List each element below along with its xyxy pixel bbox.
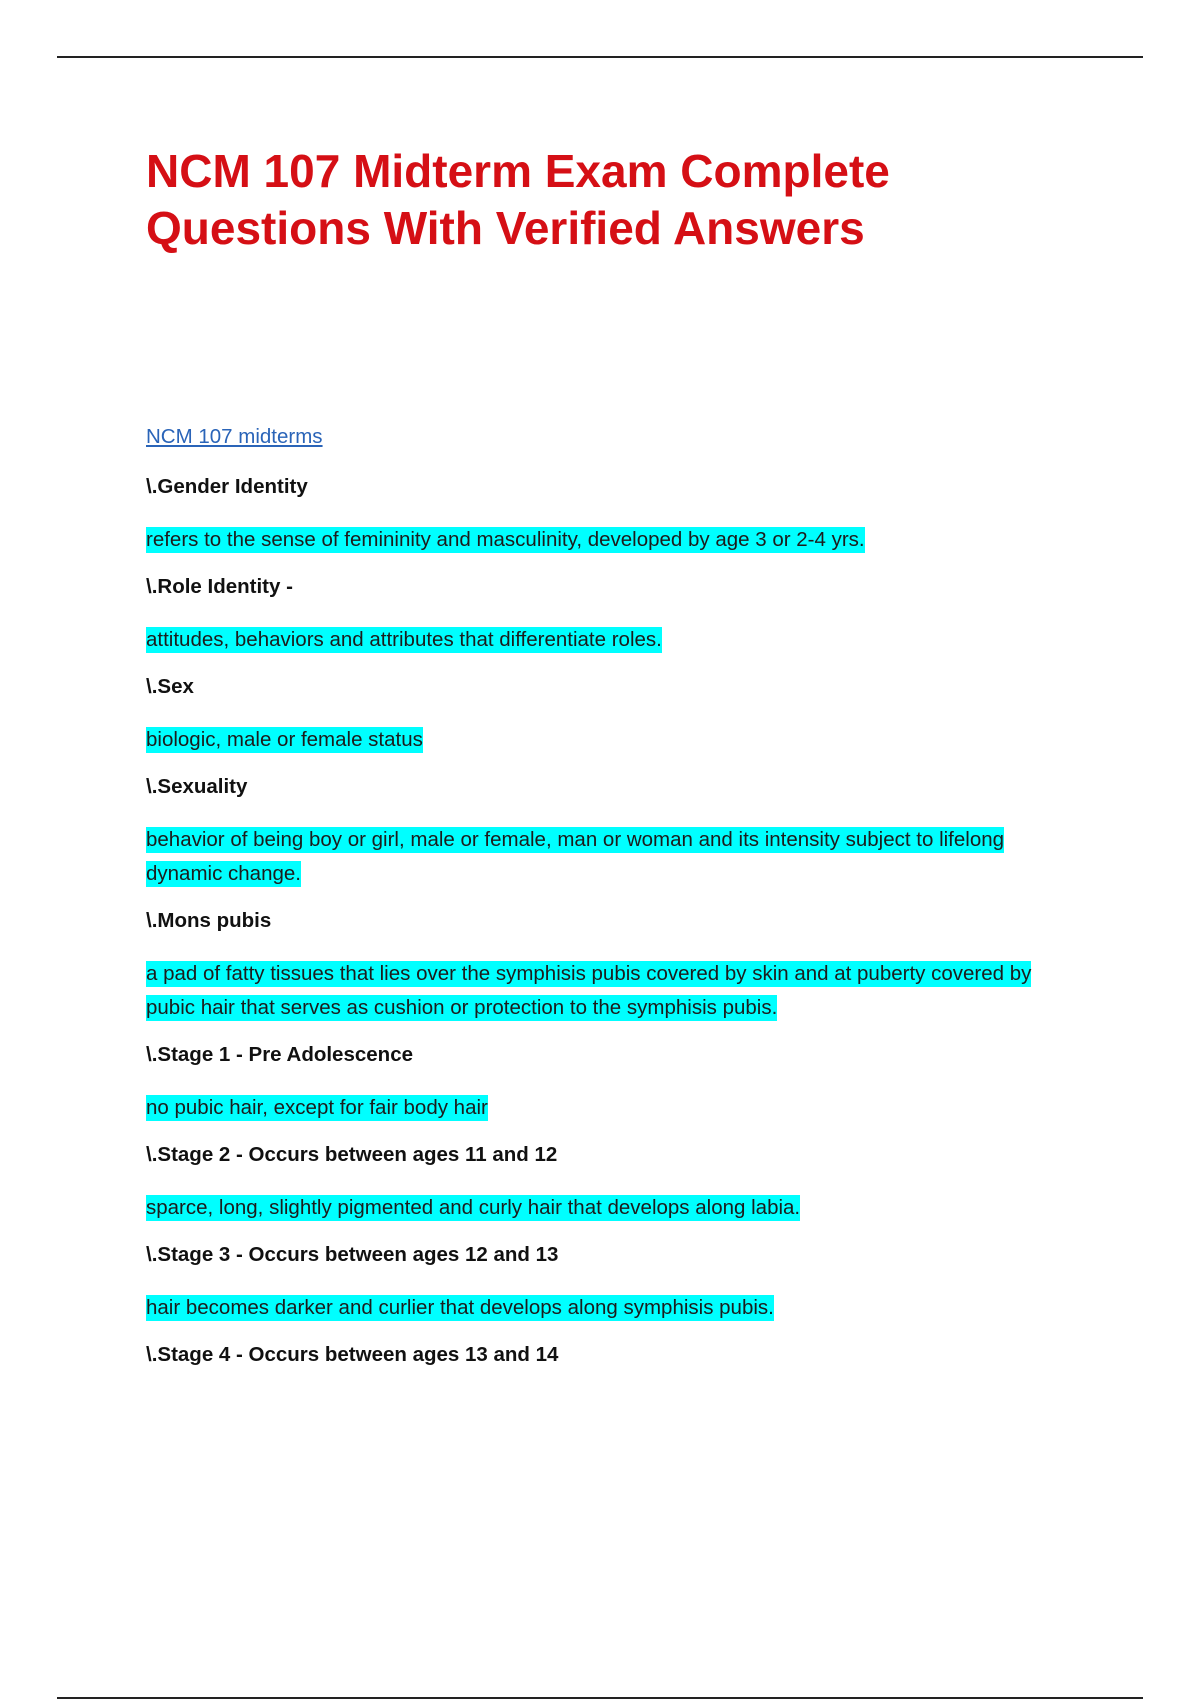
qa-item xyxy=(146,573,1086,657)
question: \.Sexuality xyxy=(146,775,248,798)
top-rule xyxy=(57,56,1143,58)
question: \.Mons pubis xyxy=(146,909,272,932)
qa-item xyxy=(146,1341,1086,1369)
answer xyxy=(146,623,1086,657)
qa-item xyxy=(146,1041,1086,1125)
qa-item xyxy=(146,673,1086,757)
answer-highlight: sparce, long, slightly pigmented and curly hair that develops along labia. xyxy=(146,1196,801,1219)
question: \.Stage 1 - Pre Adolescence xyxy=(146,1043,413,1066)
qa-item xyxy=(146,907,1086,1025)
question: \.Stage 4 - Occurs between ages 13 and 14 xyxy=(146,1343,559,1366)
qa-item xyxy=(146,1141,1086,1225)
document-title: NCM 107 Midterm Exam Complete Questions With Verified Answers xyxy=(146,145,890,254)
bottom-rule xyxy=(57,1697,1143,1699)
question: \.Gender Identity xyxy=(146,475,308,498)
question: \.Stage 3 - Occurs between ages 12 and 13 xyxy=(146,1243,559,1266)
answer xyxy=(146,1191,1086,1225)
answer-highlight: behavior of being boy or girl, male or female, man or woman and its intensity subject to lifelong dynamic change. xyxy=(146,828,1005,885)
answer-highlight: no pubic hair, except for fair body hair xyxy=(146,1096,488,1119)
question: \.Sex xyxy=(146,675,194,698)
answer xyxy=(146,957,1086,1025)
answer-highlight: biologic, male or female status xyxy=(146,728,423,751)
qa-item xyxy=(146,773,1086,891)
answer-highlight: attitudes, behaviors and attributes that differentiate roles. xyxy=(146,628,662,651)
question: \.Stage 2 - Occurs between ages 11 and 12 xyxy=(146,1143,558,1166)
document-body xyxy=(146,423,1086,1391)
section-link[interactable]: NCM 107 midterms xyxy=(146,425,323,448)
answer-highlight: a pad of fatty tissues that lies over the symphisis pubis covered by skin and at puberty covered by pubic hair that serves as cushion or protection to the symphisis pubis. xyxy=(146,962,1032,1019)
answer-highlight: hair becomes darker and curlier that develops along symphisis pubis. xyxy=(146,1296,774,1319)
answer xyxy=(146,723,1086,757)
question: \.Role Identity - xyxy=(146,575,293,598)
answer xyxy=(146,523,1086,557)
answer-highlight: refers to the sense of femininity and masculinity, developed by age 3 or 2-4 yrs. xyxy=(146,528,865,551)
qa-item xyxy=(146,473,1086,557)
answer xyxy=(146,823,1086,891)
answer xyxy=(146,1291,1086,1325)
qa-item xyxy=(146,1241,1086,1325)
answer xyxy=(146,1091,1086,1125)
